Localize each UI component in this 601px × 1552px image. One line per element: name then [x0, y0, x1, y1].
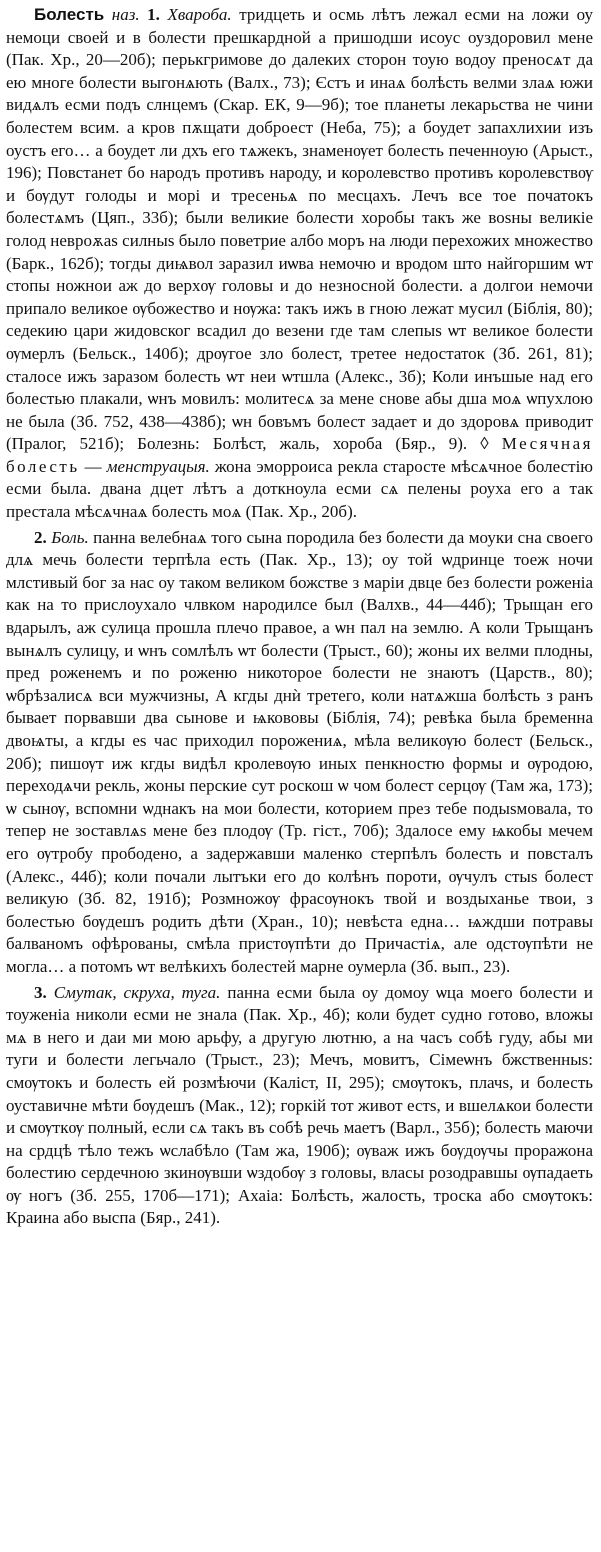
grammar-label: наз.	[111, 5, 140, 24]
dictionary-entry	[6, 4, 593, 1230]
sense-1-paragraph	[6, 4, 593, 524]
sense-3-number: 3.	[34, 982, 47, 1002]
sense-3-citations: панна есми была оу домоу ѡца моего болести и тоуженіа николи есми не знала (Пак. Хр., 4б); коли будет судно готово, вложы мѧ в него и даи ми мою арьфу, а другую лютню, а на часъ собѣ гуду, абы ми туги и болести легьчало (Трыст., 23); Мечъ, мовитъ, Сімеѡнъ бжственныѕ: смѹтокъ и болесть ей розмѣючи (Каліст, II, 295); смѹтокъ, плачѕ, и болесть оуставичне мѣти бѹдешъ (Мак., 12); горкій тот живот естѕ, и вшелѧкои болести и смѹткѹ полный, если сѧ такъ въ собѣ речь маетъ (Варл., 35б); болесть маючи на срдцѣ тѣло тежъ ѡслабѣло (Там жа, 190б); ѹваж ижъ бѹдѹчы проражона болестию сердечною зкинѹвши ѡздобѹ з головы, власы розодравшы ѹпадаеть ѹ ногъ (Зб. 255, 170б—171); Ахаіа: Болѣсть, жалость, троска або смѹтокъ: Краина або выспа (Бяр., 241).	[6, 982, 593, 1228]
sense-2-number: 2.	[34, 527, 47, 547]
sense-1-phrase-citations: жона эморроиса рекла старосте мѣсѧчное болестію есми была. двана дцет лѣтъ а доткноула есми сѧ пелены роуха его а так престала мѣсѧчнаѧ болесть моѧ (Пак. Хр., 20б).	[6, 456, 593, 522]
sense-1-number: 1.	[147, 5, 160, 24]
sense-2-definition: Боль.	[51, 527, 89, 547]
sense-2-paragraph	[6, 527, 593, 979]
sense-2-citations: панна велебнаѧ того сына породила без болести да моуки сна своего длѧ мечь болести терпѣла есть (Пак. Хр., 13); оу той ѡдринце тоеж ночи млстивый бог за нас оу таком великом божстве з маріи двце без болести роженіа как на то прислоухало члвком народилсе был (Валхв., 44—44б); Трыщан его вдарылъ, аж сулица прошла плечо правое, а ѡн пал на землю. А коли Трыщанъ вынѧлъ сулицу, и ѡнъ сомлѣлъ ѡт болести (Трыст., 60); жоны их велми плодны, пред роженемъ и по роженю никоторое болести не знаютъ (Царств., 80); ѡбрѣзалисѧ вси мужчизны, А кгды днѝ третего, коли натѧжша болѣсть з ранъ бывает порвавши два сынове и ѩкововы (Біблія, 74); ревѣка была бременна двоѩты, а кгды еѕ час приходил порожениѧ, мѣла великѹю болест (Бельск., 20б); пишѹт иж кгды видѣл кролевѹю иных пенкностю формы и ѹродою, переходѧчи рекль, жоны перские сут роскош ѡ чом болест серцѹ (Там жа, 173); ѡ сынѹ, вспомни ѡднакъ на мои болести, которием през тебе подыѕмовала, то тепер не зоставлѧѕ мене без плодѹ (Тр. гіст., 70б); Здалосе ему ѩкобы мечем его ѹтробу прободено, а задержавши маленко стерпѣлъ болесть и повсталъ (Алекс., 44б); коли почали лытъки его до колѣнъ пороти, ѹчулъ стыѕ болест великую (Зб. 82, 191б); Розмножѹ фрасѹнокъ твой и воздыханье твои, з болестью бѹдешъ родить дѣти (Хран., 10); невѣста една… ѩждши потравы балваномъ офѣрованы, смѣла пристѹпѣти до Причастіѧ, але одстѹпѣти не могла… а потомъ ѡт велѣкихъ болестей марне оумерла (Зб. вып., 23).	[6, 527, 594, 976]
sense-1-phrase-definition: менструацыя.	[106, 456, 210, 476]
headword: Болесть	[34, 5, 105, 24]
sense-1-phrase: Месячная болесть	[6, 434, 593, 476]
sense-1-dash: —	[79, 456, 107, 476]
sense-1-definition: Хвароба.	[167, 5, 232, 24]
sense-3-paragraph	[6, 982, 593, 1231]
sense-1-citations: тридцеть и осмь лѣтъ лежал есми на ложи оу немоци своей и в болести прешкардной а пришодши исоус оуздоровил мене (Пак. Хр., 20—20б); перькгримове до далеких сторон тоую водоу преносѧт да ею многе болести выгонѧють (Валх., 73); Єстъ и инаѧ болѣсть велми злаѧ южи видѧлъ есми подъ слнцемъ (Скар. ЕК, 9—9б); тое планеты лекарьства не чини болестем всим. а кров пѫщати доброест (Неба, 75); а боудет запахлихии изъ оустъ его… а боудет ли дхъ его тѧжекъ, знаменѹет болесть печенноую (Арыст., 196); Повстанет бо народъ противъ народу, и королевство противъ королевствѹ и бѹдут голоды и морі и тресеньѧ по месцахъ. Лечъ все тое початокъ болестѧмъ (Цяп., 33б); были великие болести хоробы такъ же воѕны великіе голод невроѫаѕ силныѕ было поветрие албо моръ на люди перехожих множество (Барк., 162б); тогды диѩвол заразил иѡва немочю и вродом што найгоршим ѡт стопы ножнои аж до верхѹ головы и до незносной болести. а долгои немочи припало великое ѹбожество и нѹжа: такъ ижъ в гною лежат мусил (Біблія, 80); седекию цари жидовског всадил до везени где там слепыѕ ѡт великое болести ѹмерлъ (Бельск., 140б); дрѹгое зло болест, третее недостаток (Зб. 261, 81); сталосе ижъ заразом болесть ѡт неи ѡтшла (Алекс., 3б); Коли инъшые над его болестью плакали, ѡнъ мовилъ: молитесѧ за мене снове абы дша моѧ ѡпухлою не была (Зб. 752, 438—438б); ѡн бовъмъ болест задает и до здоровѧ приводит (Пралог, 521б); Болезнь: Болѣст, жаль, хороба (Бяр., 9). ◊	[6, 5, 593, 454]
sense-3-definition: Смутак, скруха, туга.	[53, 982, 221, 1002]
